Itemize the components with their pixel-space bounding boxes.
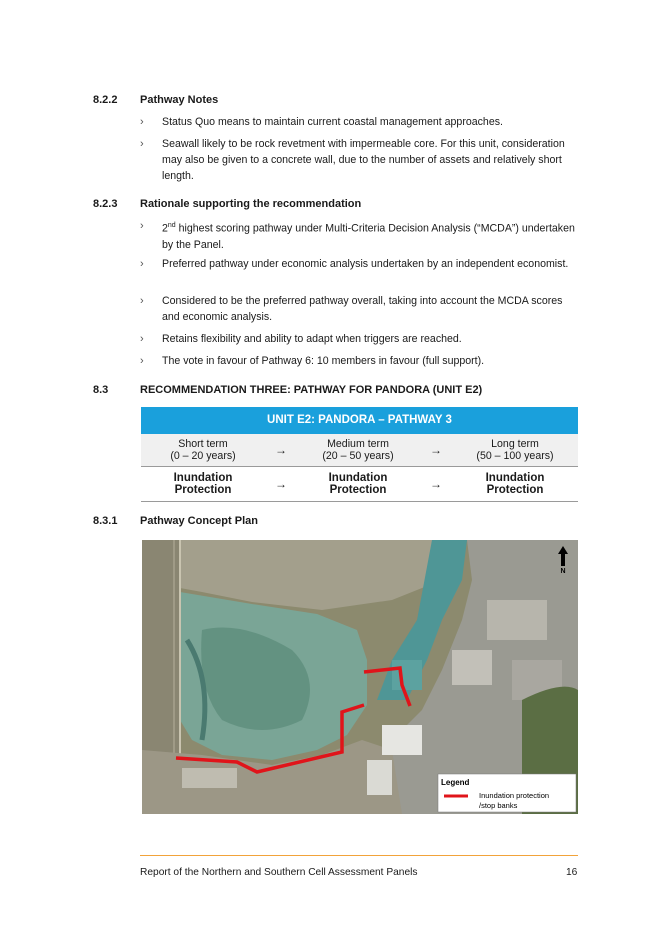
bullet-text-part: highest scoring pathway under Multi-Criteria Decision Analysis (“MCDA”) undertaken by the Panel. — [162, 222, 575, 251]
term-cell — [452, 434, 578, 466]
chevron-right-icon: › — [140, 116, 144, 128]
pathway-table — [141, 407, 578, 502]
map-legend — [438, 774, 576, 812]
chevron-right-icon: › — [140, 333, 144, 345]
section-heading: Pathway Concept Plan — [140, 515, 258, 527]
arrow-right-icon: → — [430, 477, 442, 491]
page-number: 16 — [566, 867, 578, 878]
term-range: (20 – 50 years) — [322, 450, 394, 462]
section-heading: RECOMMENDATION THREE: PATHWAY FOR PANDORA (UNIT E2) — [140, 384, 483, 396]
section-number: 8.2.3 — [93, 198, 118, 210]
chevron-right-icon: › — [140, 295, 144, 307]
option-cell — [296, 467, 420, 501]
legend-label: Inundation protection — [479, 791, 550, 800]
footer-text: Report of the Northern and Southern Cell Assessment Panels — [140, 867, 418, 878]
large-white-building — [382, 725, 422, 755]
section-number: 8.3 — [93, 384, 109, 396]
bullet-text — [162, 218, 580, 253]
building — [487, 600, 547, 640]
list-item — [140, 353, 580, 369]
table-row — [141, 467, 578, 502]
north-label: N — [560, 568, 566, 575]
section-number: 8.2.2 — [93, 94, 118, 106]
chevron-right-icon: › — [140, 355, 144, 367]
list-item — [140, 293, 580, 325]
list-item — [140, 218, 580, 250]
building — [452, 650, 492, 685]
chevron-right-icon: › — [140, 258, 144, 270]
bullet-text: Preferred pathway under economic analysis undertaken by an independent economist. — [162, 258, 569, 270]
section-heading: Pathway Notes — [140, 94, 219, 106]
term-name: Long term — [491, 438, 539, 450]
option-line: Protection — [174, 484, 232, 496]
footer-divider — [140, 855, 578, 856]
option-line: Inundation — [173, 472, 233, 484]
term-name: Short term — [178, 438, 228, 450]
option-line: Inundation — [485, 472, 545, 484]
pathway-table-title: UNIT E2: PANDORA – PATHWAY 3 — [141, 407, 578, 434]
list-item — [140, 136, 580, 184]
arrow-right-icon: → — [275, 477, 287, 491]
term-range: (0 – 20 years) — [170, 450, 236, 462]
arrow-right-icon: → — [275, 443, 287, 457]
bullet-text: Seawall likely to be rock revetment with impermeable core. For this unit, consideration may also be given to a concrete wall, due to the number of assets and relatively short length. — [162, 138, 565, 182]
concept-plan-map — [142, 540, 578, 814]
list-item — [140, 331, 580, 347]
option-cell — [141, 467, 265, 501]
list-item — [140, 114, 580, 130]
term-cell — [141, 434, 265, 466]
chevron-right-icon: › — [140, 220, 144, 232]
superscript: nd — [167, 222, 176, 229]
option-cell — [452, 467, 578, 501]
building — [367, 760, 392, 795]
arrow-right-icon: → — [430, 443, 442, 457]
option-line: Protection — [329, 484, 387, 496]
legend-title: Legend — [441, 778, 470, 787]
term-range: (50 – 100 years) — [476, 450, 554, 462]
option-line: Inundation — [328, 472, 388, 484]
bullet-text: Retains flexibility and ability to adapt when triggers are reached. — [162, 333, 462, 345]
legend-label: /stop banks — [479, 801, 518, 810]
term-name: Medium term — [327, 438, 389, 450]
bullet-text: Status Quo means to maintain current coastal management approaches. — [162, 116, 503, 128]
bullet-text: Considered to be the preferred pathway overall, taking into account the MCDA scores and economic analysis. — [162, 295, 563, 323]
chevron-right-icon: › — [140, 138, 144, 150]
marina-basin — [392, 660, 422, 690]
term-cell — [296, 434, 420, 466]
building — [182, 768, 237, 788]
table-row — [141, 434, 578, 467]
list-item — [140, 256, 580, 288]
bullet-text: The vote in favour of Pathway 6: 10 members in favour (full support). — [162, 355, 485, 367]
section-heading: Rationale supporting the recommendation — [140, 198, 362, 210]
bullet-text-part: 2 — [162, 222, 168, 235]
option-line: Protection — [486, 484, 544, 496]
section-number: 8.3.1 — [93, 515, 118, 527]
